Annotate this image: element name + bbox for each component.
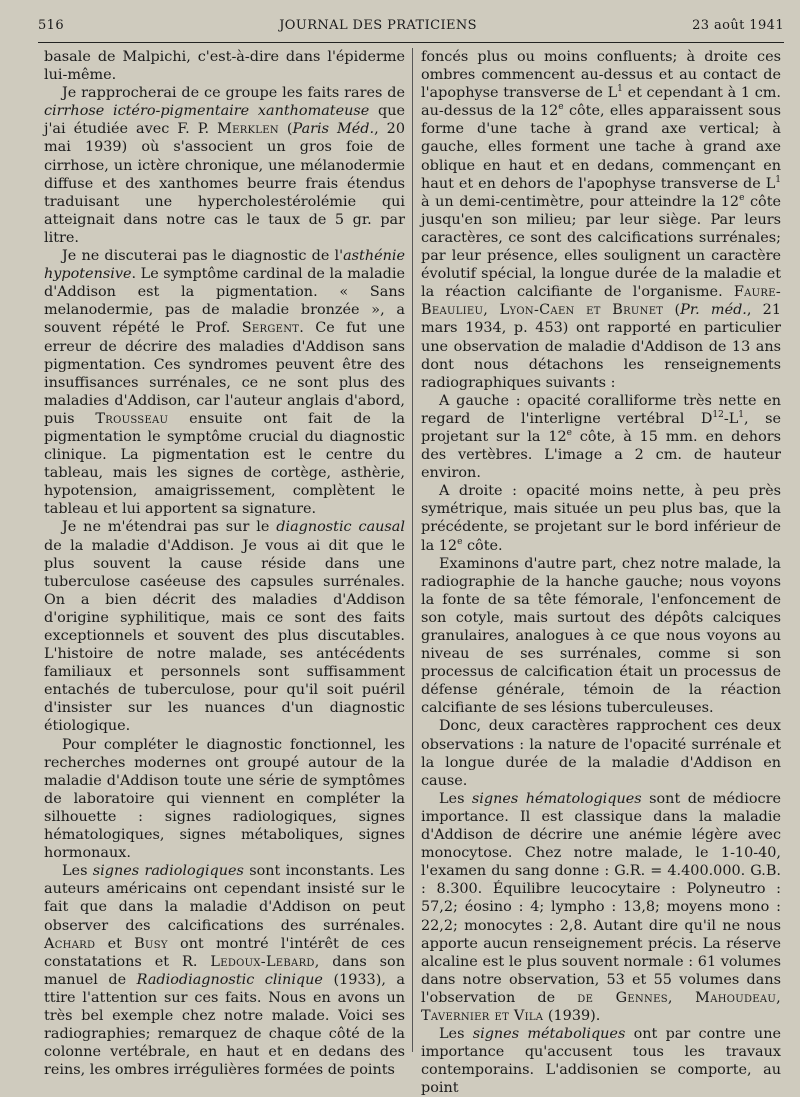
paragraph: basale de Malpichi, c'est-à-dire dans l'épiderme lui-même.: [44, 49, 405, 84]
right-column: [421, 48, 781, 1097]
paragraph: foncés plus ou moins confluents; à droite ces ombres commencent au-dessus et au contact de l'apophyse transverse de $L^1$ et cependant à 1 cm. au-dessus de la 12e côte, elles apparaissent sous forme d'une tache à grand axe vertical; à gauche, elles forment une tache à grand axe oblique en haut et en dedans, commençant en haut et en dehors de l'apophyse transverse de $L^1$ à un demi-centimètre, pour atteindre la 12e côte jusqu'en son milieu; par leur siège. Par leurs caractères, ce sont des calcifications surrénales; par leur présence, elles soulignent un caractère évolutif spécial, la longue durée de la maladie et la réaction calcifiante de l'organisme. Faure-Beaulieu, Lyon-Caen et Brunet (Pr. méd., 21 mars 1934, p. 453) ont rapporté en particulier une observation de maladie d'Addison de 13 ans dont nous détachons les renseignements radiographiques suivants :: [421, 49, 781, 391]
paragraph: Je ne discuterai pas le diagnostic de l'asthénie hypotensive. Le symptôme cardinal de la maladie d'Addison est la pigmentation. « Sans melanodermie, pas de maladie bronzée », a souvent répété le Prof. Sergent. Ce fut une erreur de décrire des maladies d'Addison sans pigmentation. Ces syndromes peuvent être des insuffisances surrénales, ce ne sont plus des maladies d'Addison, car l'auteur anglais d'abord, puis Trousseau ensuite ont fait de la pigmentation le symptôme crucial du diagnostic clinique. La pigmentation est le centre du tableau, mais les signes de cortège, asthèrie, hypotension, amaigrissement, complètent le tableau et lui apportent sa signature.: [44, 248, 405, 518]
author-name: de Gennes, Mahoudeau, Tavernier et Vila: [421, 989, 781, 1024]
author-name: Faure-Beaulieu, Lyon-Caen et Brunet: [421, 284, 781, 319]
paragraph: Les signes métaboliques ont par contre une importance qu'accusent tous les travaux contemporains. L'addisonien se comporte, au point: [421, 1026, 781, 1097]
paragraph: Les signes hématologiques sont de médiocre importance. Il est classique dans la maladie d'Addison de décrire une anémie légère avec monocytose. Chez notre malade, le 1-10-40, l'examen du sang donne : G.R. = 4.400.000. G.B. : 8.300. Équilibre leucocytaire : Polyneutro : 57,2; éosino : 4; lympho : 13,8; moyens mono : 22,2; monocytes : 2,8. Autant dire qu'il ne nous apporte aucun renseignement précis. La réserve alcaline est le plus souvent normale : 61 volumes dans notre observation, 53 et 55 volumes dans l'observation de de Gennes, Mahoudeau, Tavernier et Vila (1939).: [421, 790, 781, 1024]
paragraph: Pour compléter le diagnostic fonctionnel, les recherches modernes ont groupé autour de la maladie d'Addison toute une série de symptômes de laboratoire qui viennent en compléter la silhouette : signes radiologiques, signes hématologiques, signes métaboliques, signes hormonaux.: [44, 736, 405, 862]
paragraph: Je rapprocherai de ce groupe les faits rares de cirrhose ictéro-pigmentaire xanthomateuse que j'ai étudiée avec F. P. Merklen (Paris Méd., 20 mai 1939) où s'associent un gros foie de cirrhose, un ictère chronique, une mélanodermie diffuse et des xanthomes beurre frais étendus traduisant une hypercholestérolémie qui atteignait dans notre cas le taux de 5 gr. par litre.: [44, 85, 405, 246]
paragraph: A gauche : opacité coralliforme très nette en regard de l'interligne vertébral $D^{12}-L^1$, se projetant sur la 12e côte, à 15 mm. en dehors des vertèbres. L'image a 2 cm. de hauteur environ.: [421, 392, 781, 482]
author-name: Merklen: [217, 121, 279, 138]
author-name: Busy: [134, 935, 168, 952]
paragraph: Les signes radiologiques sont inconstants. Les auteurs américains ont cependant insisté sur le fait que dans la maladie d'Addison on peut observer des calcifications des surrénales. Achard et Busy ont montré l'intérêt de ces constatations et R. Ledoux-Lebard, dans son manuel de Radiodiagnostic clinique (1933), a ttire l'attention sur ces faits. Nous en avons un très bel exemple chez notre malade. Voici ses radiographies; remarquez de chaque côté de la colonne vertébrale, en haut et en dedans des reins, les ombres irrégulières formées de points: [44, 863, 405, 1079]
paragraph: Donc, deux caractères rapprochent ces deux observations : la nature de l'opacité surrénale et la longue durée de la maladie d'Addison en cause.: [421, 718, 781, 789]
author-name: Trousseau: [95, 410, 169, 427]
author-name: Sergent: [241, 320, 300, 337]
paragraph: Examinons d'autre part, chez notre malade, la radiographie de la hanche gauche; nous voyons la fonte de sa tête fémorale, l'enfoncement de son cotyle, mais surtout des dépôts calciques granulaires, analogues à ce que nous voyons au niveau de ses surrénales, comme si son processus de calcification était un processus de défense générale, témoin de la réaction calcifiante de ses lésions tuberculeuses.: [421, 555, 781, 717]
paragraph: Je ne m'étendrai pas sur le diagnostic causal de la maladie d'Addison. Je vous ai dit que le plus souvent la cause réside dans une tuberculose caséeuse des capsules surrénales. On a bien décrit des maladies d'Addison d'origine syphilitique, mais ce sont des faits exceptionnels et souvent des plus discutables. L'histoire de notre malade, ses antécédents familiaux et personnels sont suffisamment entachés de tuberculose, pour qu'il soit puéril d'insister sur les nuances d'un diagnostic étiologique.: [44, 519, 405, 735]
left-column: [44, 48, 405, 1079]
page-number: 516: [38, 18, 65, 33]
author-name: Achard: [44, 935, 96, 952]
journal-title: JOURNAL DES PRATICIENS: [279, 18, 477, 33]
column-divider: [412, 48, 413, 1052]
author-name: Ledoux-Lebard: [210, 953, 315, 970]
running-header: [38, 18, 784, 40]
header-rule: [38, 42, 784, 43]
issue-date: 23 août 1941: [692, 18, 784, 33]
paragraph: A droite : opacité moins nette, à peu près symétrique, mais située un peu plus bas, que la précédente, se projetant sur le bord inférieur de la 12e côte.: [421, 483, 781, 554]
